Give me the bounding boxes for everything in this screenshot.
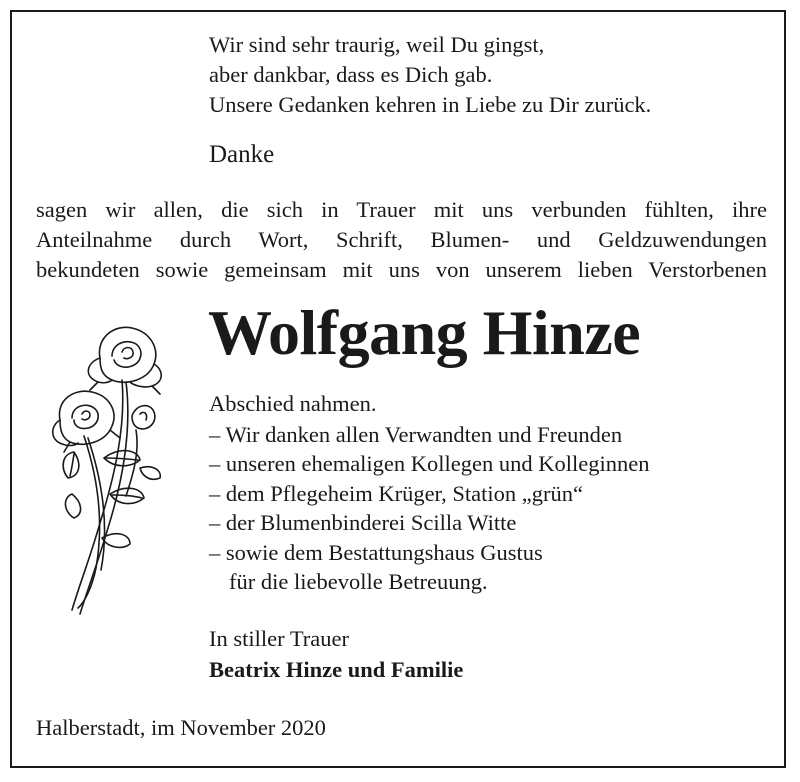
intro-line-2: Anteilnahme durch Wort, Schrift, Blumen- und Geldzuwendungen: [36, 227, 767, 252]
intro-line-3: bekundeten sowie gemeinsam mit uns von unserem lieben Verstorbenen: [36, 257, 767, 282]
intro-line-1: sagen wir allen, die sich in Trauer mit uns verbunden fühlten, ihre: [36, 197, 767, 222]
rose-illustration-icon: [40, 318, 200, 618]
thank-item-1: – Wir danken allen Verwandten und Freunden: [209, 422, 623, 447]
thank-item-3: – dem Pflegeheim Krüger, Station „grün“: [209, 481, 583, 506]
poem-line-1: Wir sind sehr traurig, weil Du gingst,: [209, 32, 545, 57]
poem-line-2: aber dankbar, dass es Dich gab.: [209, 62, 493, 87]
poem-line-3: Unsere Gedanken kehren in Liebe zu Dir zurück.: [209, 92, 652, 117]
thank-item-6: für die liebevolle Betreuung.: [229, 569, 488, 594]
intro-paragraph: [36, 195, 767, 285]
thanks-heading: Danke: [209, 141, 275, 168]
family-signature: Beatrix Hinze und Familie: [209, 657, 464, 682]
mourning-phrase: In stiller Trauer: [209, 626, 349, 651]
thank-item-2: – unseren ehemaligen Kollegen und Kolleginnen: [209, 451, 650, 476]
thank-item-4: – der Blumenbinderei Scilla Witte: [209, 510, 517, 535]
place-date: Halberstadt, im November 2020: [36, 715, 326, 740]
thank-item-5: – sowie dem Bestattungshaus Gustus: [209, 540, 543, 565]
farewell-line: Abschied nahmen.: [209, 391, 377, 416]
deceased-name: Wolfgang Hinze: [208, 297, 641, 368]
